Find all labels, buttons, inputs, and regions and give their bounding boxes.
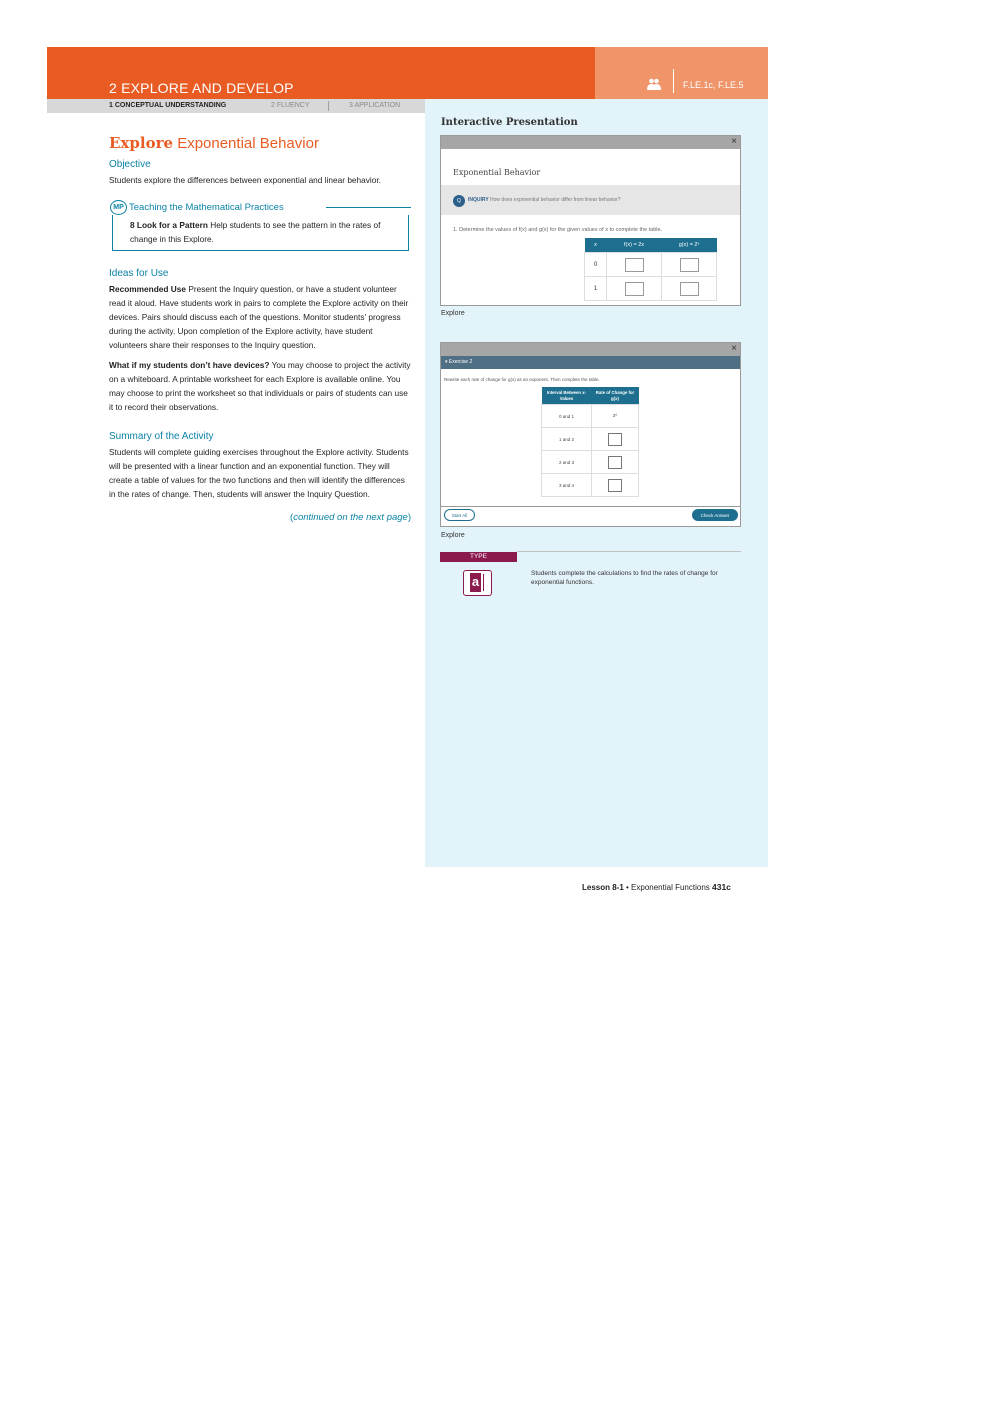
mp-body	[112, 215, 409, 251]
ideas-paragraph-2	[109, 358, 411, 414]
page-number: 431c	[711, 882, 731, 892]
ideas-p2-text: You may choose to project the activity on a whiteboard. A printable worksheet for each Explore is available online. You may choose to print the worksheet so that individuals or pairs of students can use it to record their observations.	[109, 360, 411, 412]
window-bar	[441, 136, 740, 149]
rate-table	[541, 387, 639, 497]
title-bold: Explore	[109, 134, 174, 152]
table-header-rate: Rate of Change for g(x)	[592, 387, 639, 405]
close-icon[interactable]: ×	[731, 343, 737, 354]
table-row	[585, 253, 717, 277]
ideas-p2-lead: What if my students don’t have devices?	[109, 360, 270, 370]
text-cursor-icon	[483, 574, 484, 591]
objective-text: Students explore the differences between exponential and linear behavior.	[109, 175, 381, 185]
type-description: Students complete the calculations to find the rates of change for exponential functions.	[531, 570, 718, 586]
ideas-p1-text: Present the Inquiry question, or have a student volunteer read it aloud. Have students work in pairs to complete the Explore activity on their devices. Pairs should discuss each of the questions. Monitor students’ progress during the activity. Upon completion of the Explore activity, have student volunteers share their responses to the Inquiry question.	[109, 284, 409, 350]
section-title: 2 EXPLORE AND DEVELOP	[109, 80, 294, 96]
continued-open: (	[290, 512, 294, 523]
table-header-g: g(x) = 2ˣ	[662, 238, 717, 253]
inquiry-label: INQUIRY	[468, 197, 489, 203]
mp-text: Help students to see the pattern in the rates of change in this Explore.	[130, 220, 381, 244]
continued-close: )	[407, 512, 411, 523]
page-title	[109, 134, 411, 152]
sub-navigation	[47, 99, 425, 113]
window-bar	[441, 343, 740, 356]
mp-rule	[326, 207, 411, 208]
table-row	[542, 474, 639, 497]
teacher-notes-column	[109, 134, 411, 523]
inquiry-icon: Q	[453, 195, 465, 207]
table-row	[542, 451, 639, 474]
table-row	[585, 277, 717, 301]
lesson-number: Lesson 8-1	[582, 883, 624, 892]
interval-cell: 3 and 4	[542, 474, 592, 497]
start-all-button[interactable]: Start All	[444, 509, 475, 521]
people-icon	[647, 78, 661, 90]
answer-input[interactable]	[680, 282, 699, 296]
inquiry-question: How does exponential behavior differ from linear behavior?	[488, 197, 621, 203]
type-letter: a	[470, 573, 481, 592]
answer-input[interactable]	[608, 456, 622, 469]
ideas-section	[109, 268, 411, 414]
screenshot-1-caption: Explore	[441, 310, 465, 317]
summary-heading: Summary of the Activity	[109, 431, 214, 442]
section-header	[47, 47, 595, 99]
footer-divider	[441, 506, 740, 507]
interval-cell: 2 and 3	[542, 451, 592, 474]
exercise-label: ▾ Exercise 2	[445, 359, 473, 365]
ideas-p1-lead: Recommended Use	[109, 284, 187, 294]
x-value: 0	[585, 253, 607, 277]
standards-bar	[595, 47, 768, 99]
interval-cell: 0 and 1	[542, 405, 592, 428]
check-answer-button[interactable]: Check Answer	[692, 509, 738, 521]
page-footer	[582, 882, 731, 892]
continued-note	[109, 512, 411, 523]
summary-section	[109, 431, 411, 501]
tab-conceptual-understanding[interactable]: 1 CONCEPTUAL UNDERSTANDING	[109, 102, 227, 109]
rate-cell: 2⁰	[592, 405, 639, 428]
tab-fluency[interactable]: 2 FLUENCY	[271, 102, 310, 109]
type-icon	[463, 570, 492, 596]
values-table	[584, 238, 717, 301]
inquiry-banner	[441, 185, 740, 215]
summary-text: Students will complete guiding exercises throughout the Explore activity. Students will be presented with a linear function and an exponential function. They will create a table of values for the two functions and then will identify the differences in the rates of change. Then, students will answer the Inquiry Question.	[109, 447, 409, 499]
mp-heading: Teaching the Mathematical Practices	[129, 202, 284, 213]
exercise-instruction: 1. Determine the values of f(x) and g(x) for the given values of x to complete the table.	[453, 227, 663, 233]
table-row	[542, 405, 639, 428]
tab-divider	[328, 101, 329, 111]
screenshot-2-caption: Explore	[441, 532, 465, 539]
ideas-heading: Ideas for Use	[109, 268, 169, 279]
table-header-interval: Interval Between x-Values	[542, 387, 592, 405]
close-icon[interactable]: ×	[731, 136, 737, 147]
exercise-instruction: Rewrite each rate of change for g(x) as an exponent. Then complete the table.	[444, 377, 600, 382]
interval-cell: 1 and 2	[542, 428, 592, 451]
objective-heading: Objective	[109, 159, 151, 170]
chapter-name: Exponential Functions	[631, 883, 712, 892]
table-row	[542, 428, 639, 451]
type-tag: TYPE	[440, 552, 517, 562]
footer-bullet: •	[623, 883, 632, 892]
mathematical-practices-box	[109, 200, 411, 251]
type-divider	[517, 551, 741, 552]
ideas-paragraph-1	[109, 282, 411, 352]
table-header-x: x	[585, 238, 607, 253]
explore-screenshot-2	[440, 342, 741, 527]
exercise-strip[interactable]	[441, 356, 740, 369]
explore-screenshot-1	[440, 135, 741, 306]
standards-text: F.LE.1c, F.LE.5	[683, 80, 744, 90]
answer-input[interactable]	[608, 433, 622, 446]
screen-title: Exponential Behavior	[453, 168, 541, 177]
header-divider	[673, 69, 674, 93]
answer-input[interactable]	[608, 479, 622, 492]
mp-badge-icon: MP	[110, 200, 127, 215]
answer-input[interactable]	[680, 258, 699, 272]
mp-lead: 8 Look for a Pattern	[130, 220, 208, 230]
inquiry-text	[468, 197, 621, 203]
interactive-presentation-heading: Interactive Presentation	[441, 117, 578, 128]
table-header-f: f(x) = 2x	[607, 238, 662, 253]
tab-application[interactable]: 3 APPLICATION	[349, 102, 401, 109]
answer-input[interactable]	[625, 282, 644, 296]
x-value: 1	[585, 277, 607, 301]
continued-text: continued on the next page	[293, 512, 408, 523]
title-rest: Exponential Behavior	[177, 135, 319, 152]
answer-input[interactable]	[625, 258, 644, 272]
